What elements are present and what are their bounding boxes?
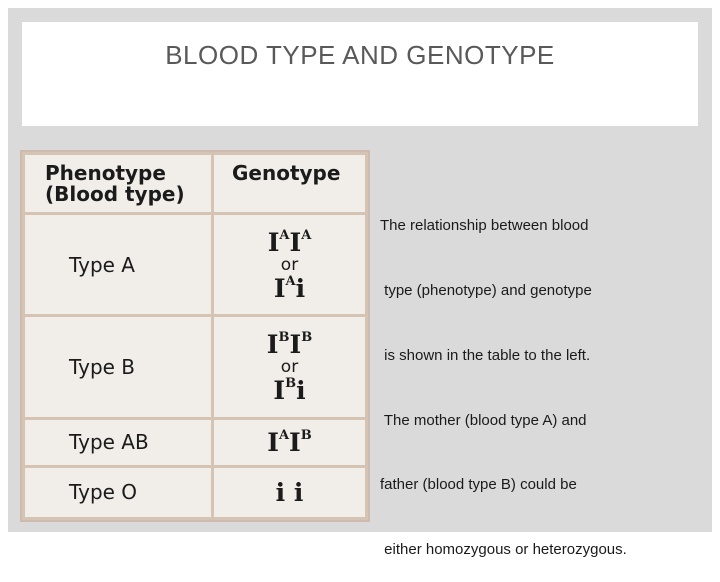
phenotype-cell: Type AB [24, 418, 213, 466]
description-line: is shown in the table to the left. [380, 346, 591, 364]
phenotype-header [24, 154, 213, 214]
description-line: The relationship between blood [380, 217, 589, 235]
genotype-cell [213, 214, 367, 316]
table-row [24, 214, 367, 316]
table-row [24, 418, 367, 466]
genotype-codominant: $I^AI^B$ [267, 427, 312, 457]
phenotype-cell: Type A [24, 214, 213, 316]
genotype-homozygous: $I^AI^A$ [267, 227, 312, 257]
genotype-cell: i i [213, 466, 367, 518]
phenotype-header-line1: Phenotype [45, 160, 166, 185]
table-row [24, 466, 367, 518]
description-line: type (phenotype) and genotype [380, 281, 592, 299]
table-row [24, 316, 367, 418]
slide-title: BLOOD TYPE AND GENOTYPE [165, 40, 555, 70]
or-label: or [280, 254, 299, 275]
genotype-heterozygous: $I^Ai$ [273, 273, 306, 303]
description-line: father (blood type B) could be [380, 476, 577, 494]
phenotype-header-line2: (Blood type) [45, 181, 185, 206]
genotype-heterozygous: $I^Bi$ [273, 376, 306, 406]
genotype-homozygous: $I^BI^B$ [266, 330, 313, 360]
description-line: either homozygous or heterozygous. [380, 541, 627, 559]
genotype-cell [213, 418, 367, 466]
phenotype-cell: Type B [24, 316, 213, 418]
description-line: The mother (blood type A) and [380, 411, 587, 429]
genotype-header: Genotype [213, 154, 367, 214]
blood-type-table [22, 152, 368, 520]
description-text [380, 172, 710, 582]
title-box [22, 22, 698, 126]
or-label: or [280, 357, 299, 378]
phenotype-cell: Type O [24, 466, 213, 518]
table-header-row [24, 154, 367, 214]
genotype-cell [213, 316, 367, 418]
blood-type-table-image [20, 150, 370, 522]
